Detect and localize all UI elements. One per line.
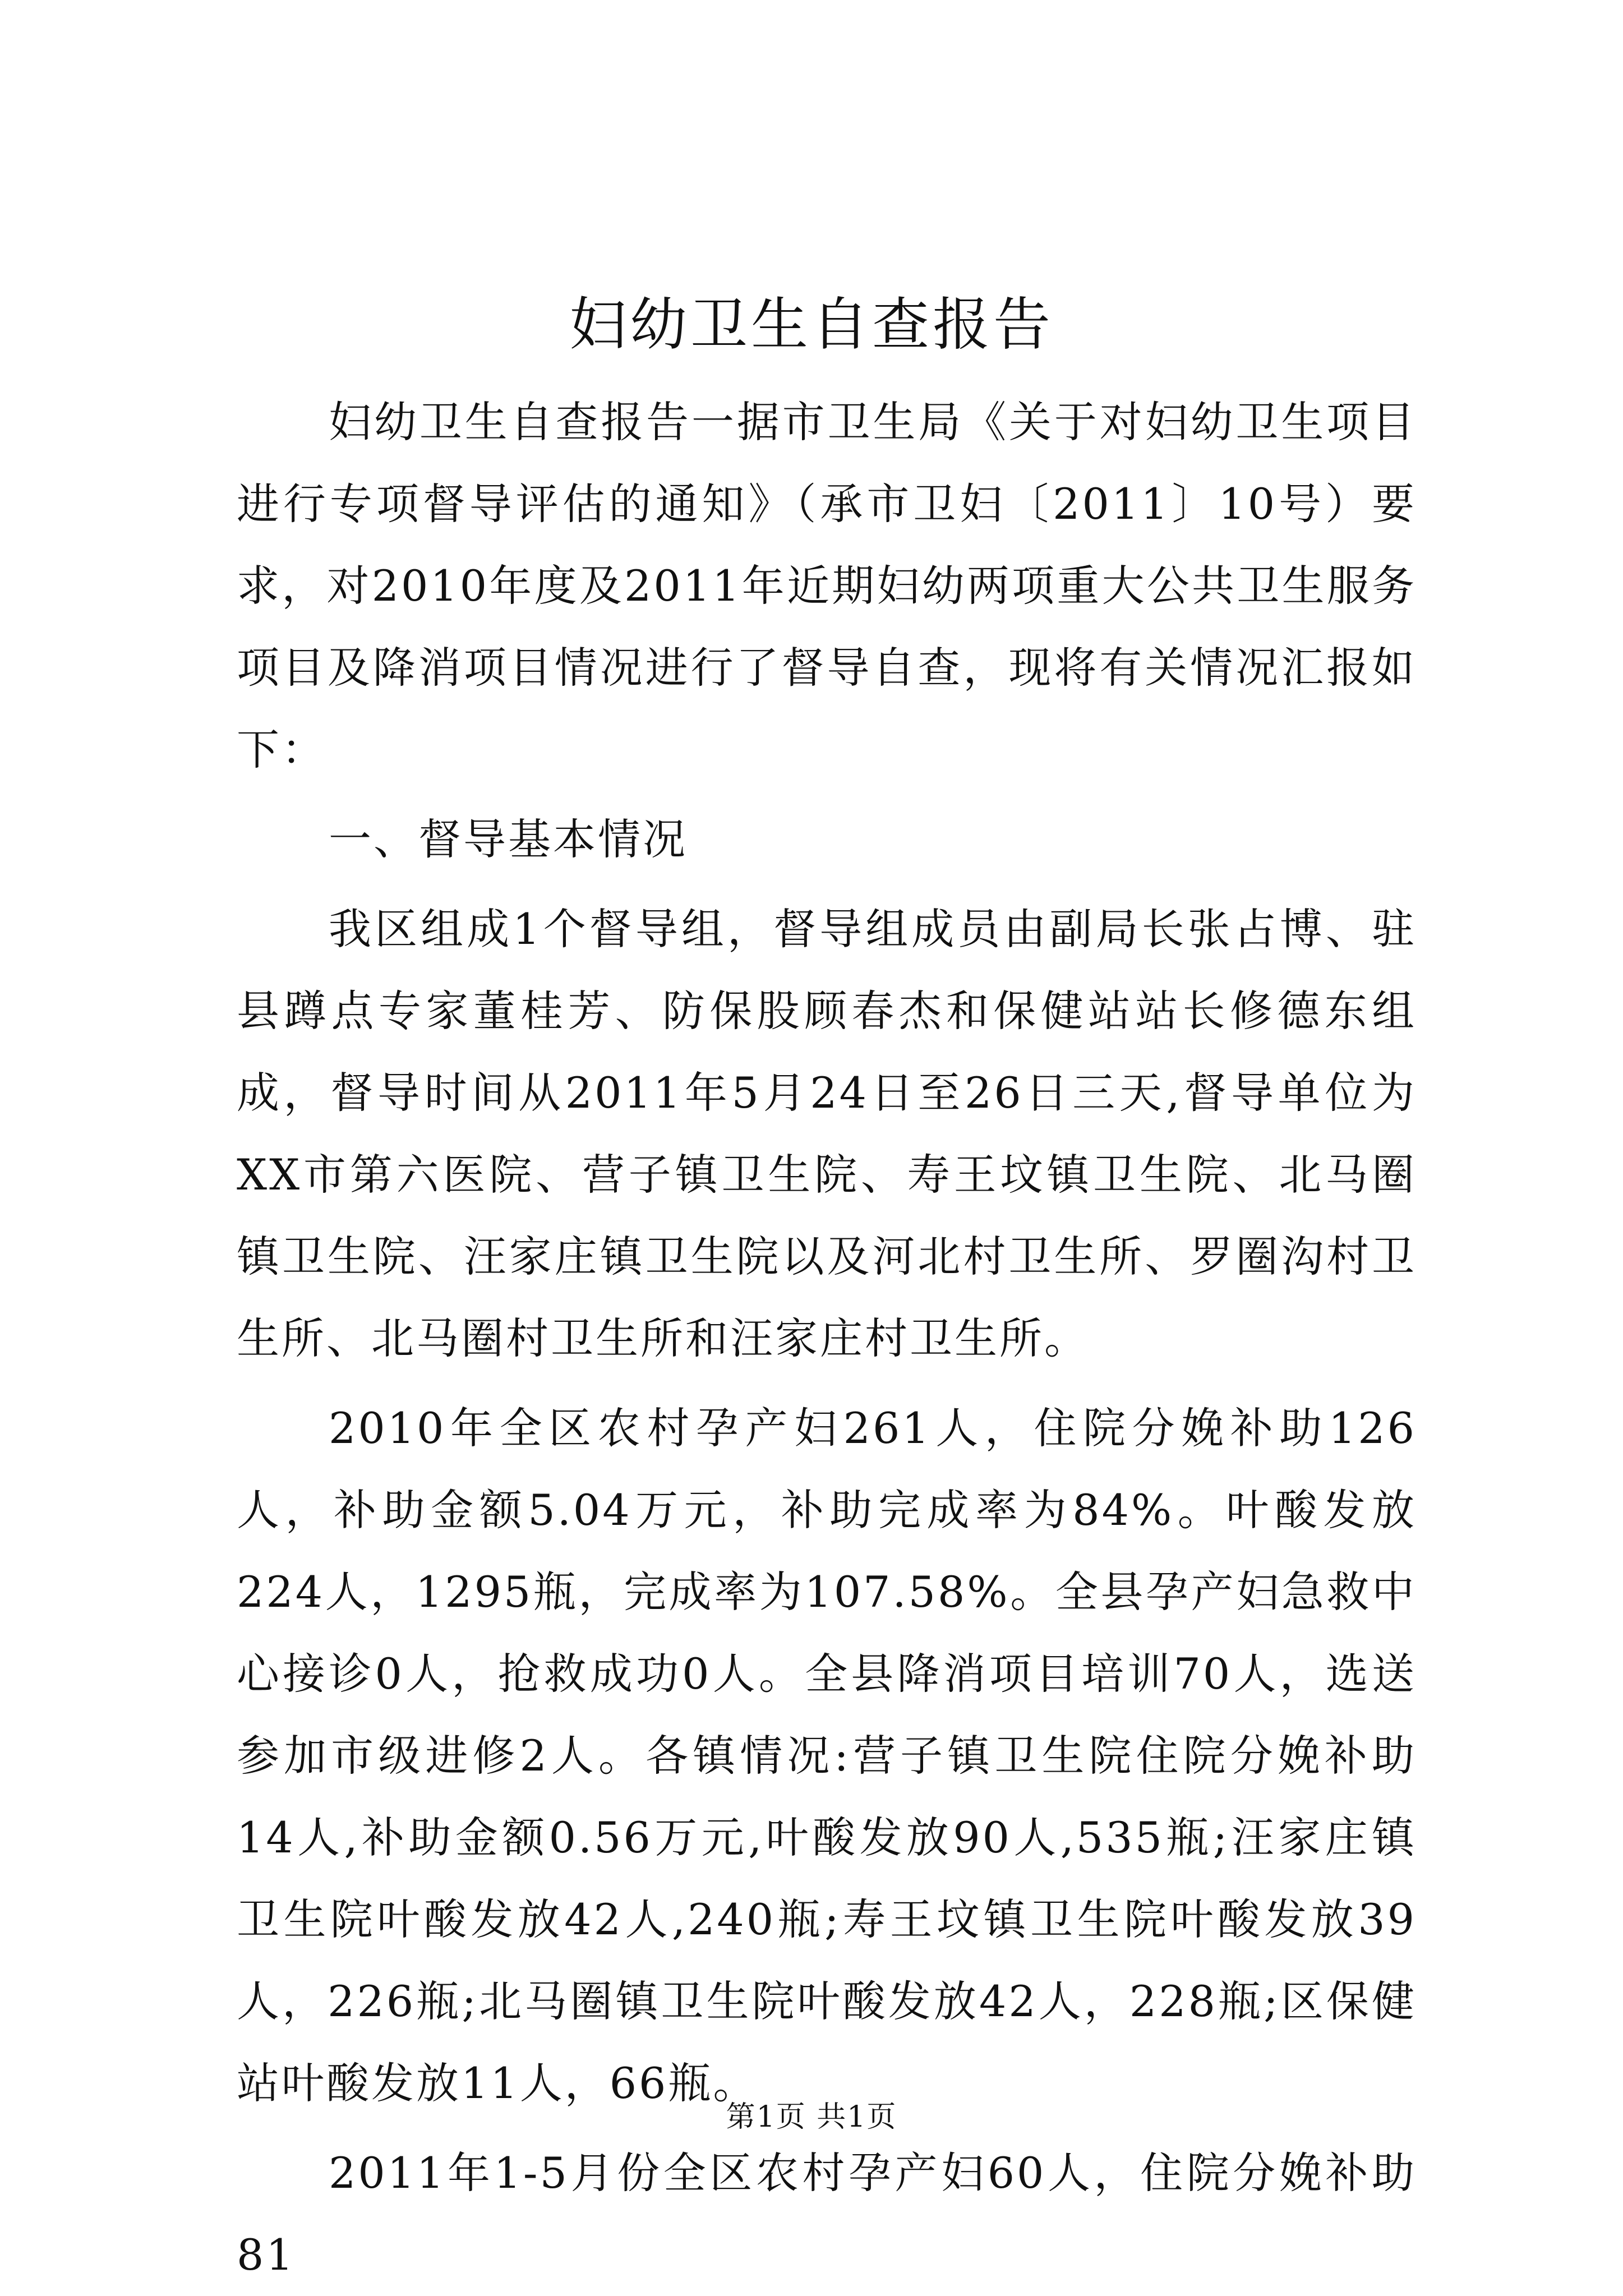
statistics-2010-paragraph: 2010年全区农村孕产妇261人，住院分娩补助126人，补助金额5.04万元，补助完成率为84%。叶酸发放224人，1295瓶，完成率为107.58%。全县孕产妇急救中心接诊0人，抢救成功0人。全县降消项目培训70人，选送参加市级进修2人。各镇情况:营子镇卫生院住院分娩补助14人,补助金额0.56万元,叶酸发放90人,535瓶;汪家庄镇卫生院叶酸发放42人,240瓶;寿王坟镇卫生院叶酸发放39人，226瓶;北马圈镇卫生院叶酸发放42人，228瓶;区保健站叶酸发放11人，66瓶。	[237, 1403, 1417, 2108]
document-body	[237, 381, 1417, 2296]
spacer	[237, 1380, 1417, 1387]
spacer	[237, 791, 1417, 799]
page-number-footer: 第1页 共1页	[726, 2100, 897, 2134]
intro-paragraph: 妇幼卫生自查报告一据市卫生局《关于对妇幼卫生项目进行专项督导评估的通知》（承市卫妇〔2011〕10号）要求，对2010年度及2011年近期妇幼两项重大公共卫生服务项目及降消项目情况进行了督导自查，现将有关情况汇报如下：	[237, 397, 1417, 774]
section-heading: 一、督导基本情况	[329, 814, 688, 864]
document-title: 妇幼卫生自查报告	[569, 292, 1054, 358]
spacer	[237, 880, 1417, 888]
supervision-team-paragraph: 我区组成1个督导组，督导组成员由副局长张占博、驻县蹲点专家董桂芳、防保股顾春杰和保健站站长修德东组成，督导时间从2011年5月24日至26日三天,督导单位为XX市第六医院、营子镇卫生院、寿王坟镇卫生院、北马圈镇卫生院、汪家庄镇卫生院以及河北村卫生所、罗圈沟村卫生所、北马圈村卫生所和汪家庄村卫生所。	[237, 904, 1417, 1363]
statistics-2011-paragraph: 2011年1-5月份全区农村孕产妇60人，住院分娩补助81	[237, 2148, 1417, 2280]
